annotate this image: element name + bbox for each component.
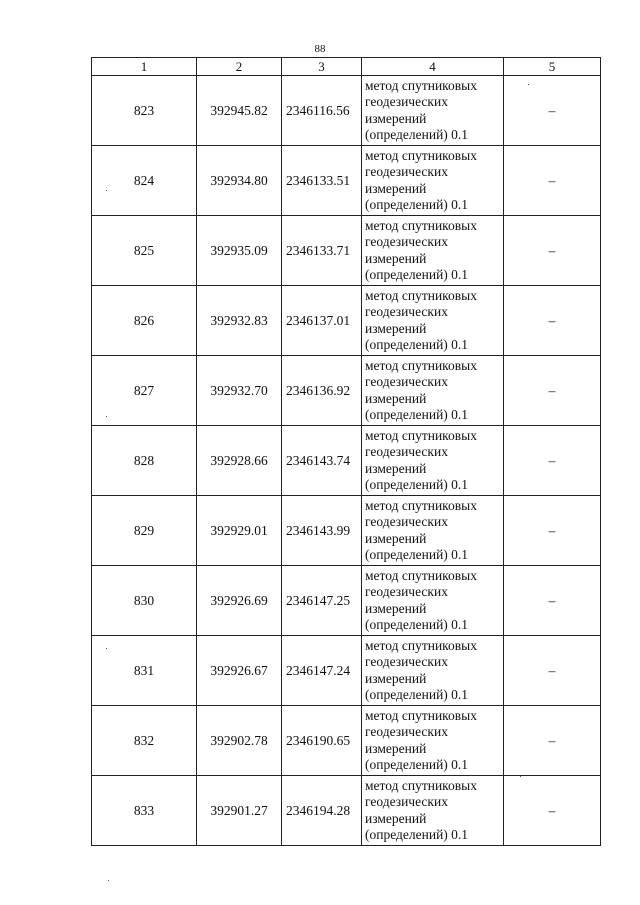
y-coordinate-cell: 2346136.92	[282, 356, 362, 426]
column-header: 1	[92, 58, 197, 76]
table-row	[92, 146, 601, 216]
point-number-cell: 832	[92, 706, 197, 776]
note-cell: –	[504, 776, 601, 846]
table-row	[92, 356, 601, 426]
y-coordinate-cell: 2346143.99	[282, 496, 362, 566]
x-coordinate-cell: 392926.67	[197, 636, 282, 706]
note-cell: –	[504, 216, 601, 286]
scan-speck	[106, 416, 107, 417]
page-number: 88	[314, 43, 326, 55]
x-coordinate-cell: 392901.27	[197, 776, 282, 846]
method-cell: метод спутниковых геодезических измерений (определений) 0.1	[362, 216, 504, 286]
note-cell: –	[504, 76, 601, 146]
point-number-cell: 825	[92, 216, 197, 286]
y-coordinate-cell: 2346147.24	[282, 636, 362, 706]
method-cell: метод спутниковых геодезических измерений (определений) 0.1	[362, 426, 504, 496]
scan-speck	[106, 648, 107, 649]
method-cell: метод спутниковых геодезических измерений (определений) 0.1	[362, 706, 504, 776]
y-coordinate-cell: 2346147.25	[282, 566, 362, 636]
column-header: 2	[197, 58, 282, 76]
table-row	[92, 216, 601, 286]
x-coordinate-cell: 392934.80	[197, 146, 282, 216]
method-cell: метод спутниковых геодезических измерений (определений) 0.1	[362, 776, 504, 846]
table-row	[92, 706, 601, 776]
scan-speck	[106, 190, 107, 191]
y-coordinate-cell: 2346133.71	[282, 216, 362, 286]
method-cell: метод спутниковых геодезических измерений (определений) 0.1	[362, 496, 504, 566]
point-number-cell: 833	[92, 776, 197, 846]
note-cell: –	[504, 636, 601, 706]
column-header: 3	[282, 58, 362, 76]
note-cell: –	[504, 706, 601, 776]
note-cell: –	[504, 496, 601, 566]
method-cell: метод спутниковых геодезических измерений (определений) 0.1	[362, 146, 504, 216]
note-cell: –	[504, 566, 601, 636]
y-coordinate-cell: 2346143.74	[282, 426, 362, 496]
point-number-cell: 824	[92, 146, 197, 216]
table-row	[92, 286, 601, 356]
y-coordinate-cell: 2346116.56	[282, 76, 362, 146]
x-coordinate-cell: 392945.82	[197, 76, 282, 146]
method-cell: метод спутниковых геодезических измерений (определений) 0.1	[362, 356, 504, 426]
y-coordinate-cell: 2346133.51	[282, 146, 362, 216]
note-cell: –	[504, 286, 601, 356]
point-number-cell: 829	[92, 496, 197, 566]
point-number-cell: 827	[92, 356, 197, 426]
table-row	[92, 776, 601, 846]
y-coordinate-cell: 2346190.65	[282, 706, 362, 776]
note-cell: –	[504, 426, 601, 496]
scan-speck	[108, 880, 109, 881]
method-cell: метод спутниковых геодезических измерений (определений) 0.1	[362, 76, 504, 146]
x-coordinate-cell: 392932.83	[197, 286, 282, 356]
note-cell: –	[504, 146, 601, 216]
method-cell: метод спутниковых геодезических измерений (определений) 0.1	[362, 636, 504, 706]
column-header: 5	[504, 58, 601, 76]
x-coordinate-cell: 392935.09	[197, 216, 282, 286]
x-coordinate-cell: 392932.70	[197, 356, 282, 426]
note-cell: –	[504, 356, 601, 426]
scan-speck	[520, 776, 521, 777]
y-coordinate-cell: 2346137.01	[282, 286, 362, 356]
x-coordinate-cell: 392929.01	[197, 496, 282, 566]
table-header-row	[92, 58, 601, 76]
table-row	[92, 496, 601, 566]
scan-speck	[528, 84, 529, 85]
x-coordinate-cell: 392902.78	[197, 706, 282, 776]
point-number-cell: 831	[92, 636, 197, 706]
table-row	[92, 426, 601, 496]
y-coordinate-cell: 2346194.28	[282, 776, 362, 846]
point-number-cell: 830	[92, 566, 197, 636]
x-coordinate-cell: 392926.69	[197, 566, 282, 636]
method-cell: метод спутниковых геодезических измерений (определений) 0.1	[362, 566, 504, 636]
coordinates-table	[91, 57, 601, 846]
point-number-cell: 823	[92, 76, 197, 146]
column-header: 4	[362, 58, 504, 76]
table-row	[92, 76, 601, 146]
point-number-cell: 826	[92, 286, 197, 356]
table-row	[92, 566, 601, 636]
x-coordinate-cell: 392928.66	[197, 426, 282, 496]
point-number-cell: 828	[92, 426, 197, 496]
table-row	[92, 636, 601, 706]
method-cell: метод спутниковых геодезических измерений (определений) 0.1	[362, 286, 504, 356]
